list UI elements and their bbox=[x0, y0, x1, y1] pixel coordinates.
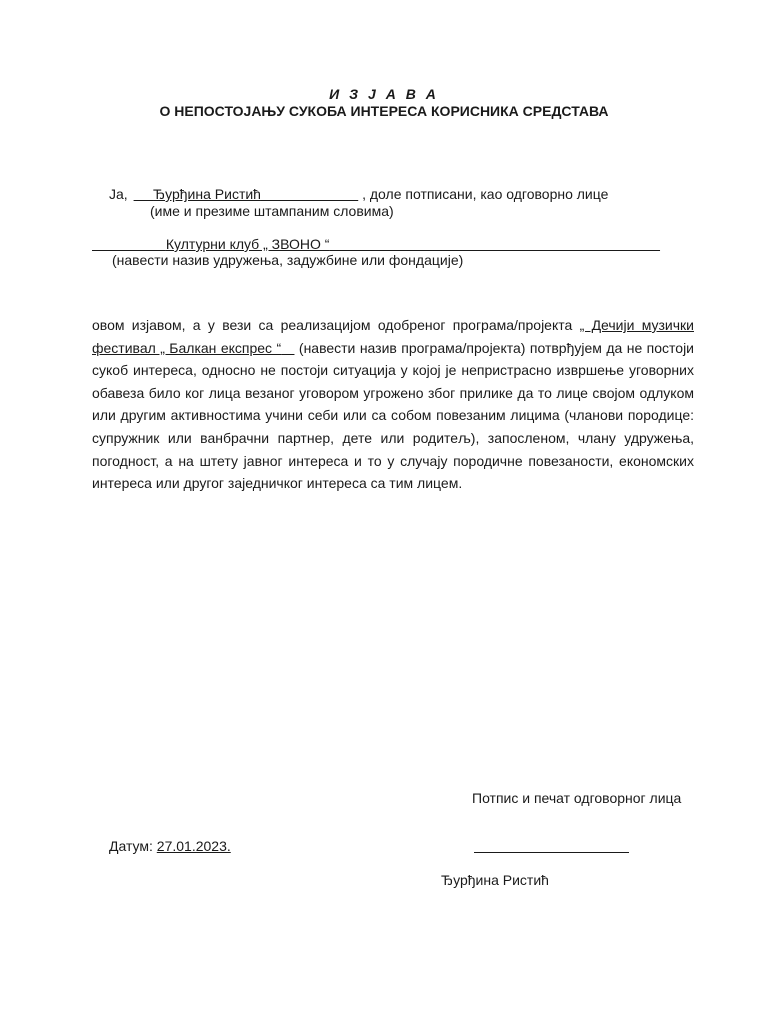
body-part2: (навести назив програма/пројекта) потврђујем да не постоји сукоб интереса, односно не постоји ситуација у којој је непристрасно извршење уговорних обавеза било ког лица везаног уговором угрожено због прилике да то лице својом одлуком или другим активностима учини себи или са собом повезаним лицима (чланови породице: супружник или ванбрачни партнер, дете или родитељ), запосленом, члану удружења, погодност, а на штету јавног интереса и то у случају породичне повезаности, економских интереса или другог заједничког интереса са тим лицем. bbox=[92, 339, 694, 492]
date-label: Датум: bbox=[109, 838, 153, 854]
organization-field bbox=[92, 236, 660, 252]
signature-label: Потпис и печат одговорног лица bbox=[472, 790, 682, 806]
organization-line bbox=[92, 236, 660, 252]
declarant-line bbox=[109, 186, 608, 202]
body-part1: овом изјавом, а у вези са реализацијом одобреног програма/пројекта bbox=[92, 317, 580, 333]
declarant-name-field bbox=[132, 186, 359, 202]
declarant-suffix: , доле потписани, као одговорно лице bbox=[362, 186, 609, 202]
signature-line bbox=[474, 852, 629, 853]
document-title: И З Ј А В А bbox=[329, 86, 439, 102]
project-name: „ Дечији музички фестивал „ Балкан експрес “ bbox=[92, 317, 694, 356]
date-line bbox=[109, 838, 231, 854]
organization-name: Културни клуб „ ЗВОНО “ bbox=[165, 236, 330, 252]
document-subtitle: О НЕПОСТОЈАЊУ СУКОБА ИНТЕРЕСА КОРИСНИКА СРЕДСТАВА bbox=[159, 103, 609, 119]
signatory-name: Ђурђина Ристић bbox=[441, 872, 549, 888]
declarant-hint: (име и презиме штампаним словима) bbox=[150, 203, 394, 219]
organization-hint: (навести назив удружења, задужбине или фондације) bbox=[112, 252, 464, 268]
date-value: 27.01.2023. bbox=[156, 838, 231, 854]
declarant-name: Ђурђина Ристић bbox=[153, 186, 261, 202]
declarant-prefix: Ја, bbox=[109, 186, 128, 202]
declaration-body bbox=[92, 314, 694, 495]
